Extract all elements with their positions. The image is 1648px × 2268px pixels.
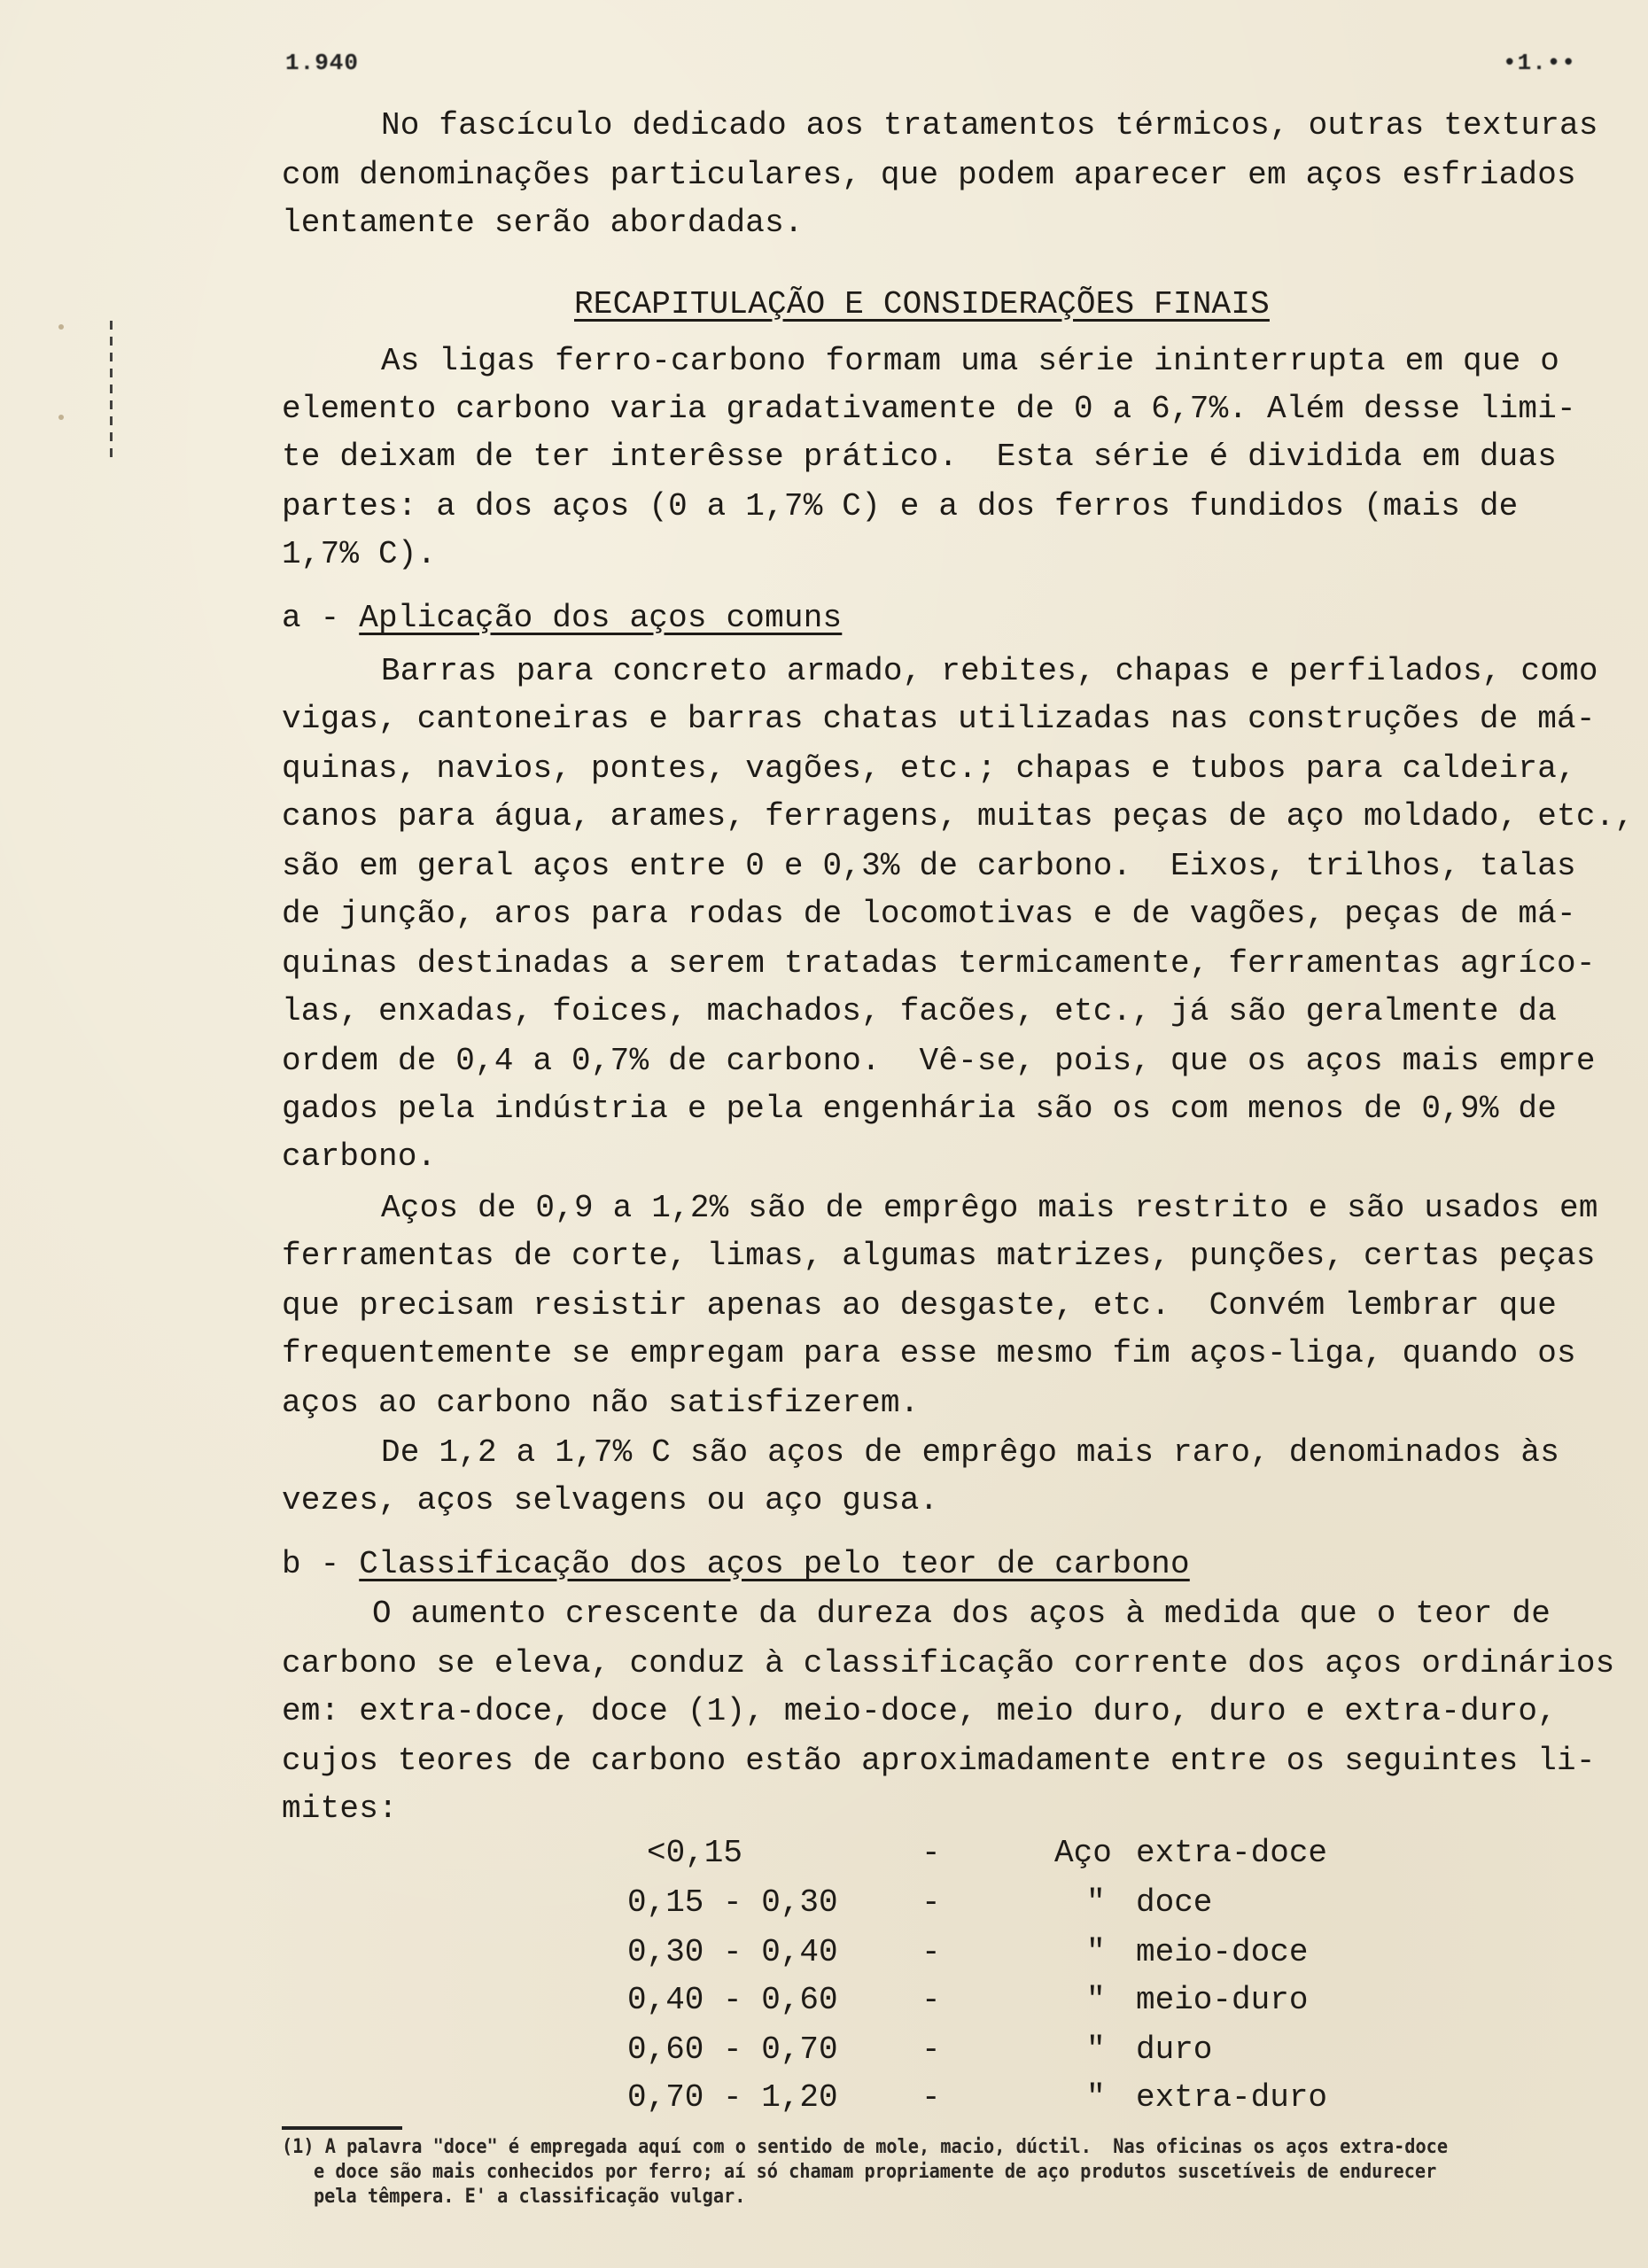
header-left-mark: 1.940 <box>285 50 360 76</box>
dash: - <box>921 1835 941 1871</box>
body-line: de junção, aros para rodas de locomotivas e de vagões, peças de má- <box>282 896 1576 932</box>
body-line: Barras para concreto armado, rebites, chapas e perfilados, como <box>381 653 1598 689</box>
subsection-a-heading <box>282 599 842 638</box>
subsection-b-heading <box>282 1545 1190 1584</box>
footnote-line: pela têmpera. E' a classificação vulgar. <box>314 2186 746 2208</box>
body-line: las, enxadas, foices, machados, facões, etc., já são geralmente da <box>282 993 1558 1029</box>
steel-class: duro <box>1136 2031 1213 2068</box>
carbon-range: 0,60 - 0,70 <box>627 2031 838 2068</box>
body-line: são em geral aços entre 0 e 0,3% de carbono. Eixos, trilhos, talas <box>282 848 1576 884</box>
ditto-mark: " <box>1086 1934 1106 1970</box>
carbon-range: 0,15 - 0,30 <box>627 1884 838 1921</box>
intro-line: No fascículo dedicado aos tratamentos térmicos, outras texturas <box>381 107 1598 144</box>
paper-speck <box>58 415 64 420</box>
carbon-range: <0,15 <box>647 1835 743 1871</box>
dash: - <box>921 1884 941 1921</box>
body-line: que precisam resistir apenas ao desgaste, etc. Convém lembrar que <box>282 1287 1558 1324</box>
ditto-mark: " <box>1086 1884 1106 1921</box>
recap-line: elemento carbono varia gradativamente de 0 a 6,7%. Além desse limi- <box>282 391 1576 427</box>
section-heading: RECAPITULAÇÃO E CONSIDERAÇÕES FINAIS <box>574 286 1270 322</box>
footnote-line: e doce são mais conhecidos por ferro; aí só chamam propriamente de aço produtos suscetíveis de endurecer <box>314 2161 1437 2183</box>
body-line: canos para água, arames, ferragens, muitas peças de aço moldado, etc., <box>282 798 1635 835</box>
body-line: vezes, aços selvagens ou aço gusa. <box>282 1482 939 1518</box>
subsection-title: Aplicação dos aços comuns <box>359 600 843 636</box>
dash: - <box>921 2031 941 2068</box>
intro-line: com denominações particulares, que podem aparecer em aços esfriados <box>282 157 1576 193</box>
steel-class: meio-duro <box>1136 1982 1309 2018</box>
body-line: ordem de 0,4 a 0,7% de carbono. Vê-se, pois, que os aços mais empre <box>282 1043 1596 1079</box>
steel-class: doce <box>1136 1884 1213 1921</box>
body-line: cujos teores de carbono estão aproximadamente entre os seguintes li- <box>282 1743 1596 1779</box>
dash: - <box>921 1982 941 2018</box>
steel-class: extra-duro <box>1136 2079 1328 2116</box>
body-line: mites: <box>282 1790 398 1827</box>
body-line: gados pela indústria e pela engenhária são os com menos de 0,9% de <box>282 1091 1558 1127</box>
steel-prefix: Aço <box>1054 1835 1112 1871</box>
body-line: De 1,2 a 1,7% C são aços de emprêgo mais raro, denominados às <box>381 1434 1560 1471</box>
body-line: em: extra-doce, doce (1), meio-doce, meio duro, duro e extra-duro, <box>282 1693 1558 1729</box>
ditto-mark: " <box>1086 2031 1106 2068</box>
body-line: frequentemente se empregam para esse mesmo fim aços-liga, quando os <box>282 1335 1576 1371</box>
carbon-range: 0,40 - 0,60 <box>627 1982 838 2018</box>
footnote-rule <box>282 2126 402 2130</box>
recap-line: partes: a dos aços (0 a 1,7% C) e a dos ferros fundidos (mais de <box>282 488 1519 524</box>
body-line: O aumento crescente da dureza dos aços à medida que o teor de <box>372 1596 1551 1632</box>
body-line: carbono. <box>282 1138 437 1175</box>
recap-line: te deixam de ter interêsse prático. Esta série é dividida em duas <box>282 439 1558 475</box>
subsection-label: a - <box>282 600 360 636</box>
steel-class: meio-doce <box>1136 1934 1309 1970</box>
subsection-label: b - <box>282 1546 360 1582</box>
ditto-mark: " <box>1086 1982 1106 2018</box>
intro-line: lentamente serão abordadas. <box>282 205 804 241</box>
dash: - <box>921 2079 941 2116</box>
steel-class: extra-doce <box>1136 1835 1328 1871</box>
recap-line: 1,7% C). <box>282 536 437 572</box>
header-page-number: •1.•• <box>1503 50 1577 76</box>
body-line: vigas, cantoneiras e barras chatas utilizadas nas construções de má- <box>282 701 1596 737</box>
dash: - <box>921 1934 941 1970</box>
body-line: carbono se eleva, conduz à classificação corrente dos aços ordinários <box>282 1645 1615 1682</box>
body-line: Aços de 0,9 a 1,2% são de emprêgo mais restrito e são usados em <box>381 1190 1598 1226</box>
subsection-title: Classificação dos aços pelo teor de carbono <box>359 1546 1190 1582</box>
paper-speck <box>58 324 64 330</box>
ditto-mark: " <box>1086 2079 1106 2116</box>
margin-mark <box>110 321 113 462</box>
carbon-range: 0,70 - 1,20 <box>627 2079 838 2116</box>
body-line: ferramentas de corte, limas, algumas matrizes, punções, certas peças <box>282 1238 1596 1274</box>
recap-line: As ligas ferro-carbono formam uma série ininterrupta em que o <box>381 343 1560 379</box>
carbon-range: 0,30 - 0,40 <box>627 1934 838 1970</box>
body-line: quinas destinadas a serem tratadas termicamente, ferramentas agríco- <box>282 945 1596 982</box>
body-line: quinas, navios, pontes, vagões, etc.; chapas e tubos para caldeira, <box>282 750 1576 787</box>
body-line: aços ao carbono não satisfizerem. <box>282 1385 920 1421</box>
footnote-line: (1) A palavra "doce" é empregada aquí com o sentido de mole, macio, dúctil. Nas oficinas os aços extra-doce <box>282 2136 1449 2158</box>
